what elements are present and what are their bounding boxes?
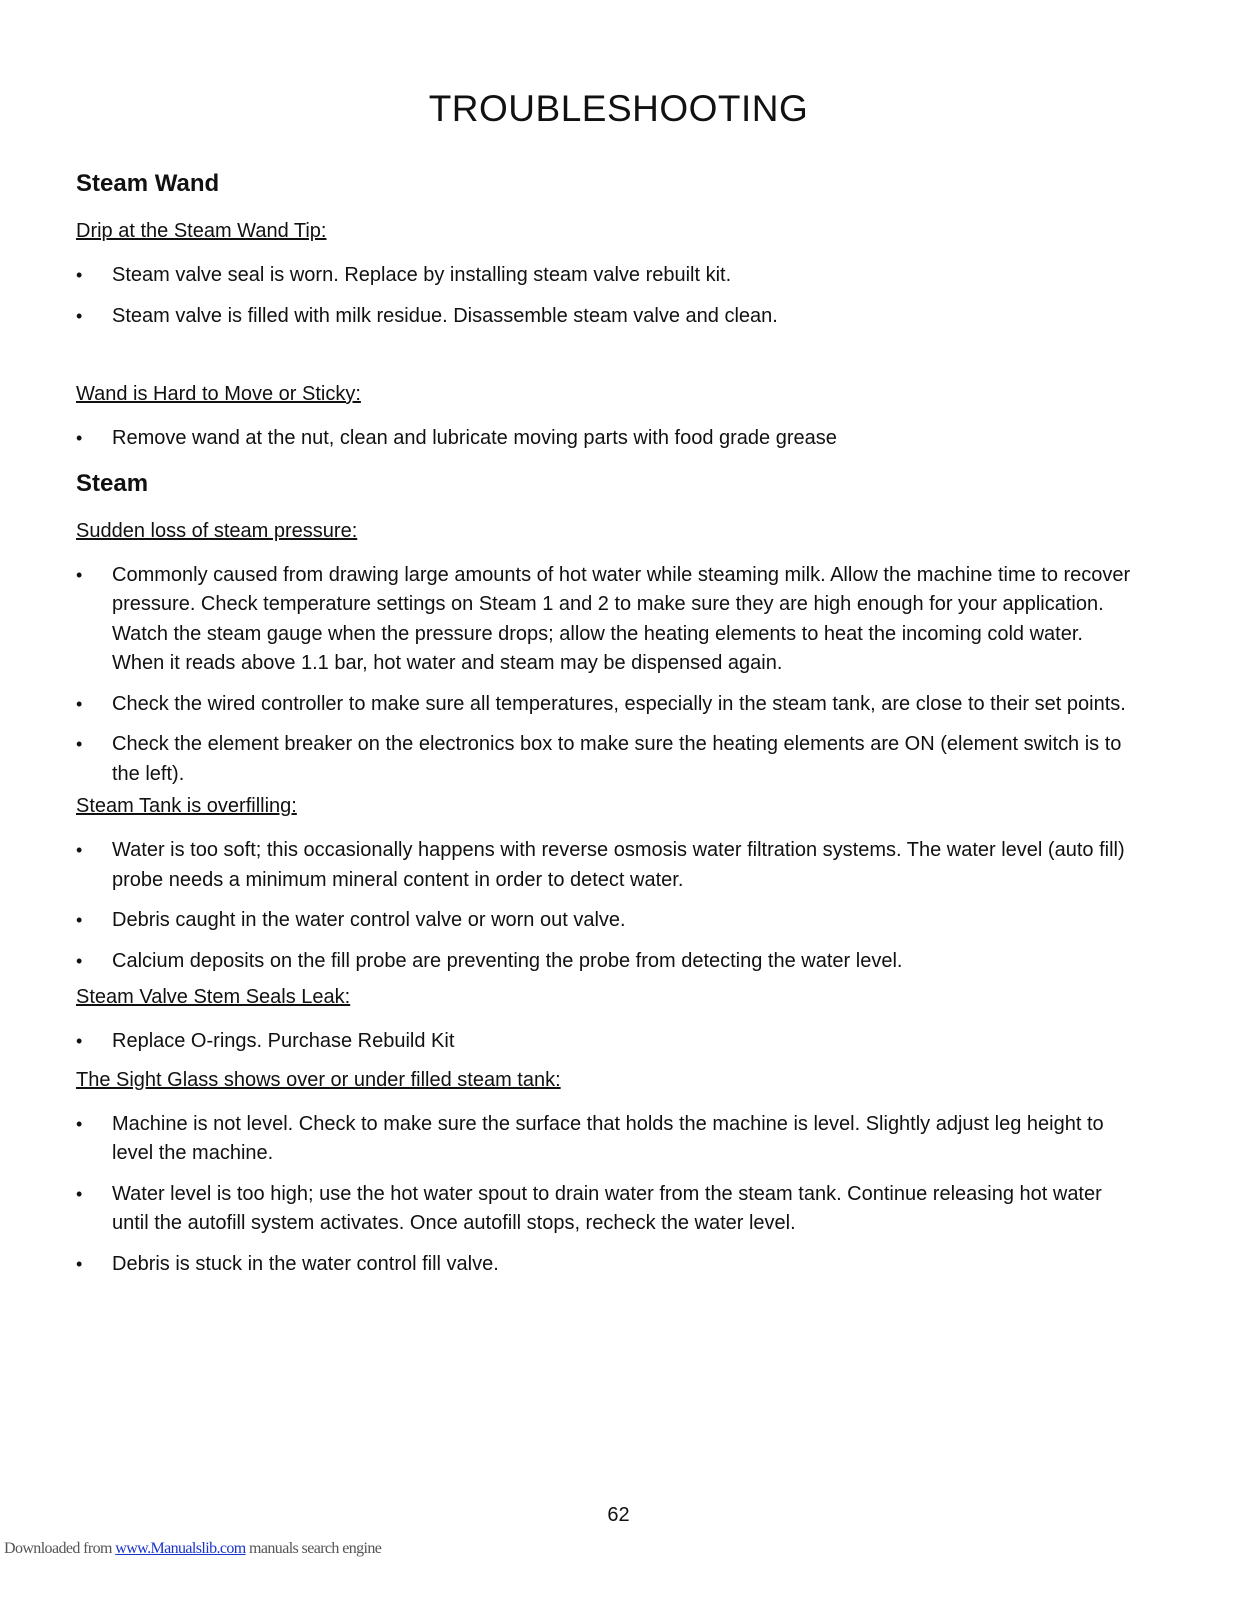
- subheading-stem-seals-leak: Steam Valve Stem Seals Leak:: [76, 986, 351, 1008]
- list-item: • Water level is too high; use the hot water spout to drain water from the steam tank. Continue releasing hot water until the autofill system activates. Once autofill stops, recheck the water level.: [76, 1180, 1136, 1239]
- list-item: • Debris is stuck in the water control fill valve.: [76, 1250, 1136, 1280]
- page-number: 62: [607, 1504, 630, 1526]
- list-item: • Water is too soft; this occasionally happens with reverse osmosis water filtration systems. The water level (auto fill) probe needs a minimum mineral content in order to detect water.: [76, 836, 1136, 895]
- bullet-list: [76, 561, 1136, 790]
- section-heading-steam: Steam: [76, 469, 149, 497]
- subheading-sight-glass: The Sight Glass shows over or under filled steam tank:: [76, 1068, 561, 1091]
- subheading-tank-overfilling: Steam Tank is overfilling:: [76, 795, 297, 817]
- bullet-list: [76, 261, 1136, 331]
- bullet-list: [76, 836, 1136, 976]
- list-item: • Check the wired controller to make sure all temperatures, especially in the steam tank, are close to their set points.: [76, 690, 1136, 720]
- list-item: • Debris caught in the water control valve or worn out valve.: [76, 906, 1136, 936]
- list-item: • Check the element breaker on the electronics box to make sure the heating elements are ON (element switch is to the left).: [76, 730, 1136, 789]
- page-title: TROUBLESHOOTING: [428, 88, 809, 129]
- list-item: • Replace O-rings. Purchase Rebuild Kit: [76, 1027, 1136, 1057]
- subheading-loss-of-pressure: Sudden loss of steam pressure:: [76, 519, 358, 542]
- list-item: • Steam valve seal is worn. Replace by installing steam valve rebuilt kit.: [76, 261, 1136, 291]
- subheading-wand-hard-to-move: Wand is Hard to Move or Sticky:: [76, 383, 361, 405]
- bullet-list: [76, 1110, 1136, 1280]
- list-item: • Remove wand at the nut, clean and lubricate moving parts with food grade grease: [76, 424, 1136, 454]
- manualslib-link[interactable]: www.Manualslib.com: [115, 1540, 246, 1557]
- document-body: [76, 170, 1136, 1279]
- bullet-list: [76, 1027, 1136, 1057]
- section-heading-steam-wand: Steam Wand: [76, 170, 220, 197]
- download-footer: [4, 1540, 381, 1558]
- bullet-list: [76, 424, 1136, 454]
- subheading-drip-at-tip: Drip at the Steam Wand Tip:: [76, 220, 327, 242]
- list-item: • Commonly caused from drawing large amounts of hot water while steaming milk. Allow the machine time to recover pressure. Check temperature settings on Steam 1 and 2 to make sure they are high enough for your application. Watch the steam gauge when the pressure drops; allow the heating elements to heat the incoming cold water. When it reads above 1.1 bar, hot water and steam may be dispensed again.: [76, 561, 1136, 679]
- list-item: • Machine is not level. Check to make sure the surface that holds the machine is level. Slightly adjust leg height to level the machine.: [76, 1110, 1136, 1169]
- footer-prefix: Downloaded from: [4, 1540, 116, 1557]
- list-item: • Calcium deposits on the fill probe are preventing the probe from detecting the water level.: [76, 947, 1136, 977]
- list-item: • Steam valve is filled with milk residue. Disassemble steam valve and clean.: [76, 302, 1136, 332]
- footer-suffix: manuals search engine: [245, 1540, 382, 1557]
